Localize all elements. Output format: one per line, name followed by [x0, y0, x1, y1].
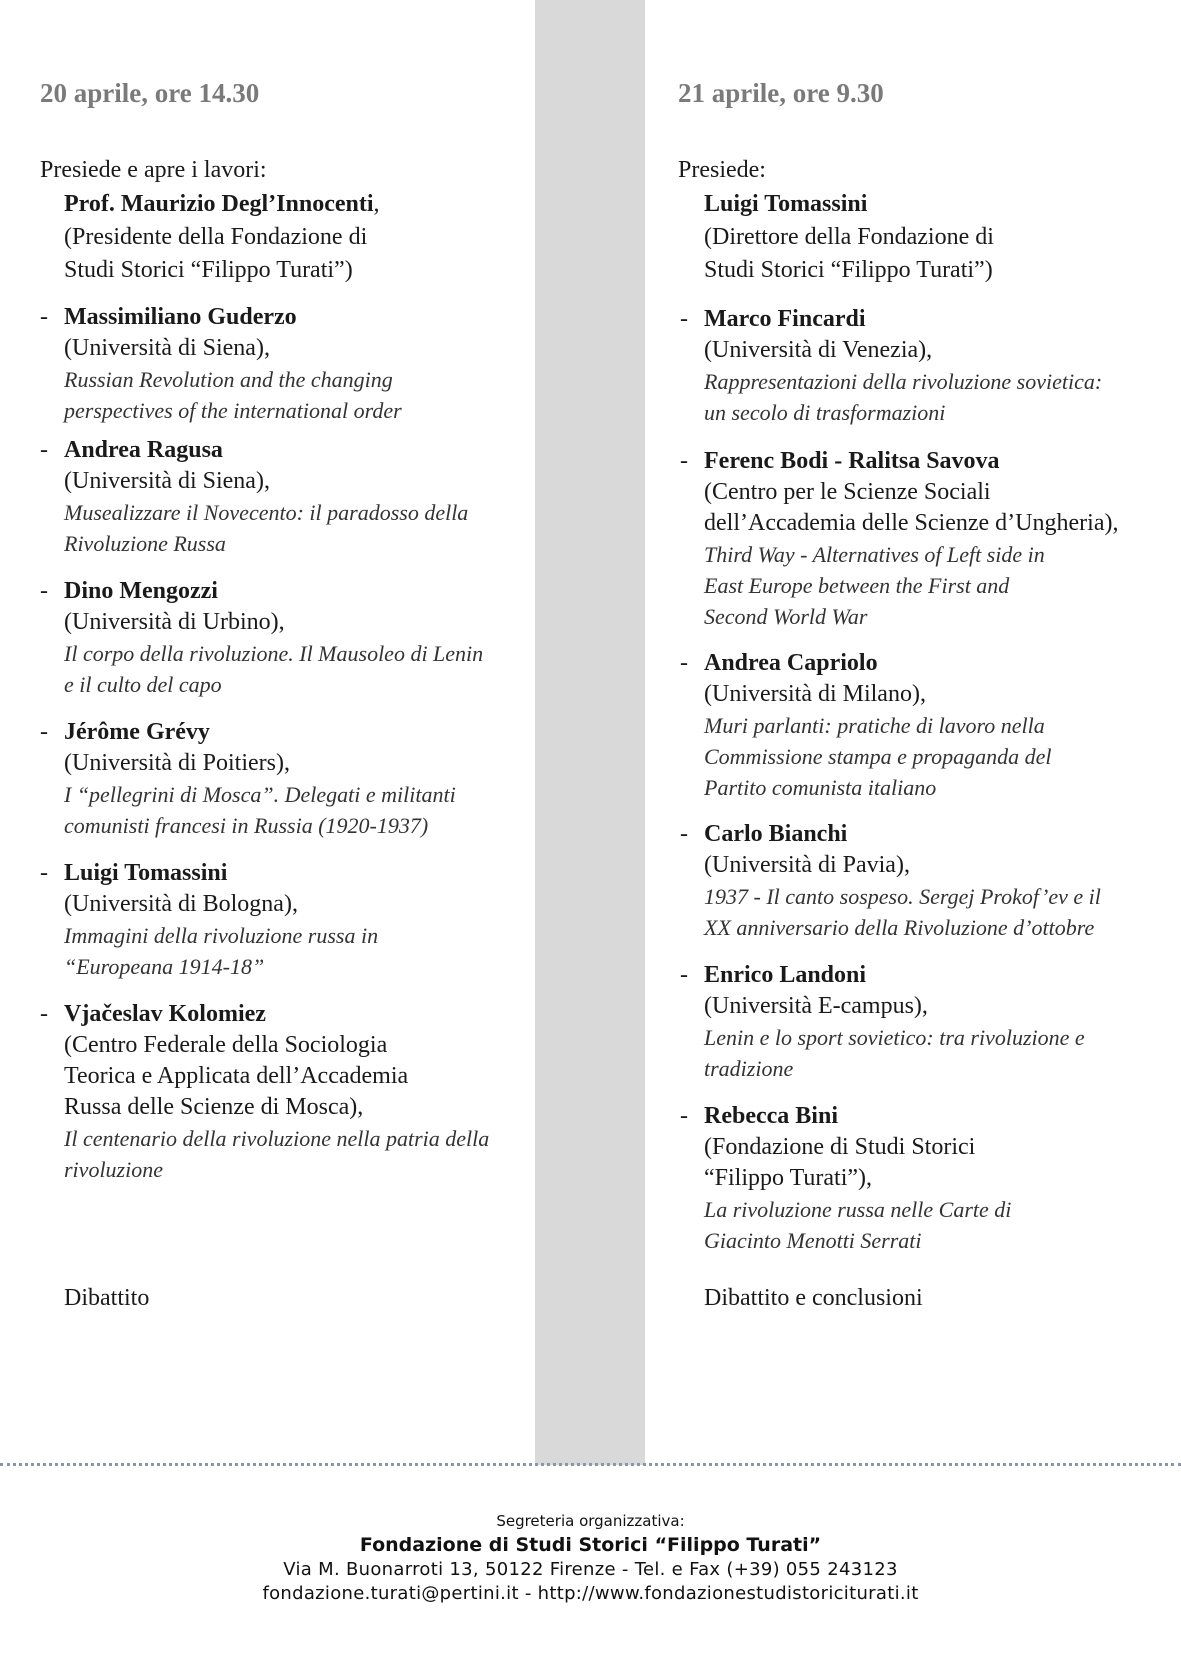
talk-title: 1937 - Il canto sospeso. Sergej Prokof’ev e il	[704, 884, 1101, 909]
list-dash: -	[40, 1001, 48, 1027]
talk-title: Rappresentazioni della rivoluzione sovietica:	[704, 369, 1103, 394]
speaker-name: Jérôme Grévy	[64, 719, 210, 745]
list-dash: -	[40, 304, 48, 330]
speaker-affiliation: (Università di Milano),	[704, 681, 926, 707]
speaker-affiliation: (Centro Federale della Sociologia	[64, 1032, 388, 1058]
talk-title: I “pellegrini di Mosca”. Delegati e militanti	[64, 782, 456, 807]
left-chair-label: Presiede e apre i lavori:	[40, 157, 267, 183]
footer	[0, 1510, 1181, 1606]
talk-title: “Europeana 1914-18”	[64, 954, 265, 979]
talk-title: Musealizzare il Novecento: il paradosso della	[64, 500, 469, 525]
talk-title: XX anniversario della Rivoluzione d’ottobre	[704, 915, 1095, 940]
speaker-body	[704, 960, 1085, 1084]
speaker-affiliation: (Università di Pavia),	[704, 852, 910, 878]
speaker-entry	[680, 960, 1085, 1084]
speaker-affiliation: (Università di Siena),	[64, 335, 270, 361]
talk-title: Muri parlanti: pratiche di lavoro nella	[704, 713, 1045, 738]
speaker-name: Marco Fincardi	[704, 306, 866, 332]
list-dash: -	[680, 1103, 688, 1129]
list-dash: -	[40, 437, 48, 463]
speaker-body	[64, 717, 456, 841]
speaker-entry	[40, 435, 468, 559]
talk-title: un secolo di trasformazioni	[704, 400, 946, 425]
speaker-affiliation: dell’Accademia delle Scienze d’Ungheria),	[704, 510, 1119, 536]
talk-title: tradizione	[704, 1056, 794, 1081]
speaker-entry	[680, 446, 1118, 632]
left-chair-name: Prof. Maurizio Degl’Innocenti	[64, 191, 374, 217]
list-dash: -	[680, 962, 688, 988]
right-closing: Dibattito e conclusioni	[704, 1285, 923, 1311]
right-session-heading: 21 aprile, ore 9.30	[678, 78, 884, 108]
right-chair-name: Luigi Tomassini	[704, 191, 868, 217]
speaker-entry	[40, 999, 489, 1185]
talk-title: e il culto del capo	[64, 672, 222, 697]
speaker-name: Rebecca Bini	[704, 1103, 838, 1129]
left-closing: Dibattito	[64, 1285, 150, 1311]
talk-title: Il centenario della rivoluzione nella patria della	[64, 1126, 490, 1151]
left-chair-block	[64, 188, 380, 287]
list-dash: -	[40, 578, 48, 604]
talk-title: Giacinto Menotti Serrati	[704, 1228, 922, 1253]
talk-title: Commissione stampa e propaganda del	[704, 744, 1052, 769]
speaker-affiliation: Russa delle Scienze di Mosca),	[64, 1094, 364, 1120]
speaker-affiliation: (Centro per le Scienze Sociali	[704, 479, 991, 505]
talk-title: Russian Revolution and the changing	[64, 367, 393, 392]
right-chair-label: Presiede:	[678, 157, 766, 183]
footer-label: Segreteria organizzativa:	[496, 1512, 685, 1530]
left-chair-role-line1: (Presidente della Fondazione di	[64, 224, 368, 250]
speaker-entry	[40, 858, 378, 982]
speaker-affiliation: (Università di Siena),	[64, 468, 270, 494]
speaker-body	[704, 446, 1118, 632]
speaker-affiliation: Teorica e Applicata dell’Accademia	[64, 1063, 409, 1089]
list-dash: -	[40, 719, 48, 745]
speaker-entry	[40, 302, 402, 426]
speaker-affiliation: (Università di Bologna),	[64, 891, 298, 917]
speaker-name: Carlo Bianchi	[704, 821, 848, 847]
speaker-entry	[680, 1101, 1011, 1256]
speaker-body	[704, 819, 1101, 943]
speaker-name: Andrea Capriolo	[704, 650, 878, 676]
speaker-name: Ferenc Bodi - Ralitsa Savova	[704, 448, 1000, 474]
talk-title: East Europe between the First and	[704, 573, 1010, 598]
speaker-entry	[680, 304, 1102, 428]
speaker-body	[64, 576, 483, 700]
talk-title: La rivoluzione russa nelle Carte di	[704, 1197, 1012, 1222]
list-dash: -	[40, 860, 48, 886]
talk-title: Immagini della rivoluzione russa in	[64, 923, 379, 948]
left-chair-role-line2: Studi Storici “Filippo Turati”)	[64, 257, 353, 283]
speaker-entry	[680, 819, 1101, 943]
list-dash: -	[680, 448, 688, 474]
talk-title: Rivoluzione Russa	[64, 531, 226, 556]
right-chair-block	[704, 188, 994, 287]
talk-title: Il corpo della rivoluzione. Il Mausoleo di Lenin	[64, 641, 484, 666]
list-dash: -	[680, 306, 688, 332]
speaker-body	[64, 999, 489, 1185]
talk-title: Second World War	[704, 604, 868, 629]
speaker-affiliation: (Università di Urbino),	[64, 609, 285, 635]
talk-title: Lenin e lo sport sovietico: tra rivoluzione e	[704, 1025, 1085, 1050]
speaker-name: Enrico Landoni	[704, 962, 867, 988]
speaker-body	[64, 435, 468, 559]
speaker-affiliation: (Università E-campus),	[704, 993, 928, 1019]
speaker-affiliation: (Università di Venezia),	[704, 337, 933, 363]
talk-title: Third Way - Alternatives of Left side in	[704, 542, 1045, 567]
speaker-body	[704, 648, 1052, 803]
speaker-body	[64, 858, 378, 982]
speaker-name: Luigi Tomassini	[64, 860, 228, 886]
talk-title: rivoluzione	[64, 1157, 163, 1182]
talk-title: perspectives of the international order	[64, 398, 402, 423]
right-chair-role-line1: (Direttore della Fondazione di	[704, 224, 994, 250]
left-chair-name-suffix: ,	[373, 191, 380, 217]
footer-contacts: fondazione.turati@pertini.it - http://www.fondazionestudistoriciturati.it	[262, 1583, 919, 1604]
speaker-affiliation: (Università di Poitiers),	[64, 750, 290, 776]
speaker-body	[64, 302, 402, 426]
speaker-entry	[40, 576, 483, 700]
speaker-entry	[40, 717, 456, 841]
speaker-name: Dino Mengozzi	[64, 578, 218, 604]
speaker-name: Massimiliano Guderzo	[64, 304, 297, 330]
speaker-affiliation: (Fondazione di Studi Storici	[704, 1134, 976, 1160]
footer-address: Via M. Buonarroti 13, 50122 Firenze - Tel. e Fax (+39) 055 243123	[283, 1559, 898, 1580]
speaker-name: Andrea Ragusa	[64, 437, 223, 463]
list-dash: -	[680, 821, 688, 847]
talk-title: Partito comunista italiano	[704, 775, 937, 800]
footer-organization: Fondazione di Studi Storici “Filippo Turati”	[359, 1534, 822, 1556]
speaker-entry	[680, 648, 1052, 803]
speaker-affiliation: “Filippo Turati”),	[704, 1165, 873, 1191]
center-divider-band	[535, 0, 645, 1465]
left-session-heading: 20 aprile, ore 14.30	[40, 78, 260, 108]
list-dash: -	[680, 650, 688, 676]
talk-title: comunisti francesi in Russia (1920-1937)	[64, 813, 429, 838]
speaker-body	[704, 1101, 1011, 1256]
speaker-name: Vjačeslav Kolomiez	[64, 1001, 266, 1027]
footer-dotted-rule	[0, 1463, 1181, 1466]
right-chair-role-line2: Studi Storici “Filippo Turati”)	[704, 257, 993, 283]
speaker-body	[704, 304, 1102, 428]
